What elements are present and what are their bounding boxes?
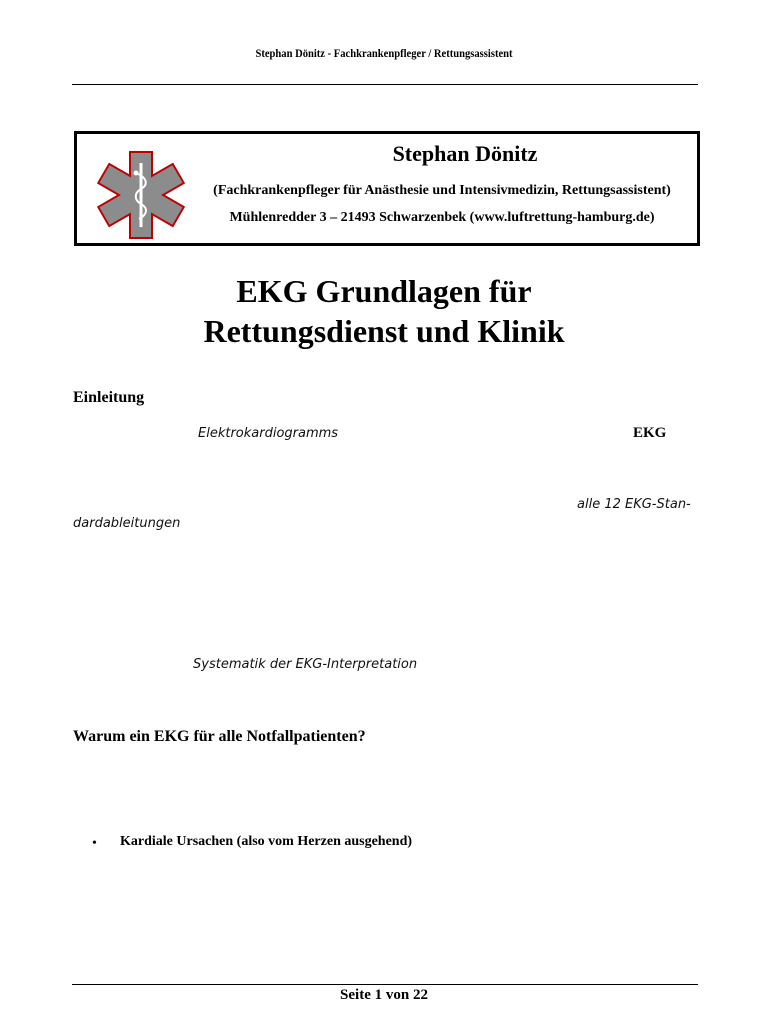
contact-profession: (Fachkrankenpfleger für Anästhesie und Intensivmedizin, Rettungsassistent) xyxy=(213,183,671,198)
list-item-kardiale-ursachen: Kardiale Ursachen (also vom Herzen ausgehend) xyxy=(120,834,413,849)
contact-name: Stephan Dönitz xyxy=(392,141,538,166)
text-fragment-elektrokardiogramms: Elektrokardiogramms xyxy=(198,426,339,441)
text-fragment-ekg: EKG xyxy=(633,425,667,441)
text-fragment-alle-12: alle 12 EKG-Stan- xyxy=(577,497,691,512)
section-heading-einleitung: Einleitung xyxy=(73,389,145,406)
document-title-line-1: EKG Grundlagen für xyxy=(236,273,532,309)
star-of-life-icon xyxy=(96,150,186,240)
document-title-line-2: Rettungsdienst und Klinik xyxy=(203,313,565,349)
page-number: Seite 1 von 22 xyxy=(340,987,428,1003)
running-header: Stephan Dönitz - Fachkrankenpfleger / Rettungsassistent xyxy=(255,46,513,60)
footer-rule xyxy=(72,984,698,985)
text-fragment-systematik: Systematik der EKG-Interpretation xyxy=(193,657,418,672)
contact-address: Mühlenredder 3 – 21493 Schwarzenbek (www.luftrettung-hamburg.de) xyxy=(229,210,655,225)
header-rule xyxy=(72,84,698,85)
text-fragment-dardableitungen: dardableitungen xyxy=(73,516,181,531)
bullet-marker: • xyxy=(92,836,97,851)
section-heading-warum: Warum ein EKG für alle Notfallpatienten? xyxy=(73,728,366,745)
